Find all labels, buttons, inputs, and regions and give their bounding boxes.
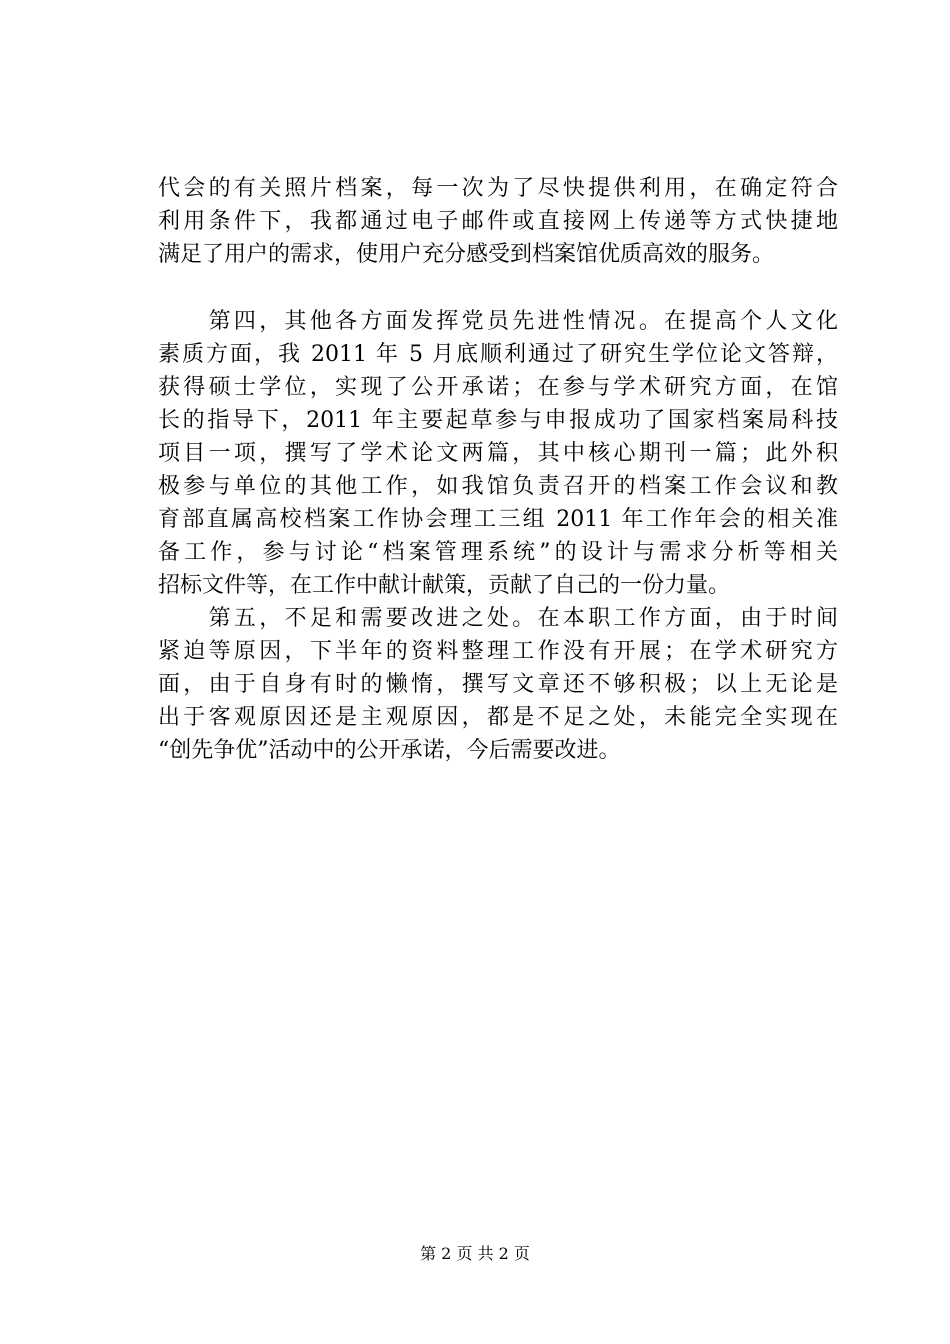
text-line: 出于客观原因还是主观原因，都是不足之处，未能完全实现在 bbox=[158, 705, 838, 730]
text-line: 项目一项，撰写了学术论文两篇，其中核心期刊一篇；此外积 bbox=[158, 441, 838, 466]
text-line: 面，由于自身有时的懒惰，撰写文章还不够积极；以上无论是 bbox=[158, 672, 838, 697]
text-line: 极参与单位的其他工作，如我馆负责召开的档案工作会议和教 bbox=[158, 474, 838, 499]
text-line: 紧迫等原因，下半年的资料整理工作没有开展；在学术研究方 bbox=[158, 639, 838, 664]
text-line: 素质方面，我 2011 年 5 月底顺利通过了研究生学位论文答辩， bbox=[158, 342, 838, 367]
text-line: 第五，不足和需要改进之处。在本职工作方面，由于时间 bbox=[158, 606, 838, 631]
text-line: 育部直属高校档案工作协会理工三组 2011 年工作年会的相关准 bbox=[158, 507, 838, 532]
page-number-footer: 第 2 页 共 2 页 bbox=[420, 1244, 530, 1263]
text-line: 获得硕士学位，实现了公开承诺；在参与学术研究方面，在馆 bbox=[158, 375, 838, 400]
text-line: 第四，其他各方面发挥党员先进性情况。在提高个人文化 bbox=[158, 309, 838, 334]
text-line: 利用条件下，我都通过电子邮件或直接网上传递等方式快捷地 bbox=[158, 209, 838, 234]
paragraph-fourth bbox=[158, 305, 838, 602]
document-body bbox=[158, 172, 838, 767]
text-line: 满足了用户的需求，使用户充分感受到档案馆优质高效的服务。 bbox=[158, 242, 775, 267]
paragraph-gap bbox=[158, 271, 838, 305]
text-line: 长的指导下，2011 年主要起草参与申报成功了国家档案局科技 bbox=[158, 408, 838, 433]
paragraph-fifth bbox=[158, 602, 838, 767]
text-line: “创先争优”活动中的公开承诺，今后需要改进。 bbox=[158, 738, 621, 763]
paragraph-continuation bbox=[158, 172, 838, 271]
text-line: 招标文件等，在工作中献计献策，贡献了自己的一份力量。 bbox=[158, 573, 731, 598]
text-line: 代会的有关照片档案，每一次为了尽快提供利用，在确定符合 bbox=[158, 176, 838, 201]
text-line: 备工作，参与讨论“档案管理系统”的设计与需求分析等相关 bbox=[158, 540, 838, 565]
